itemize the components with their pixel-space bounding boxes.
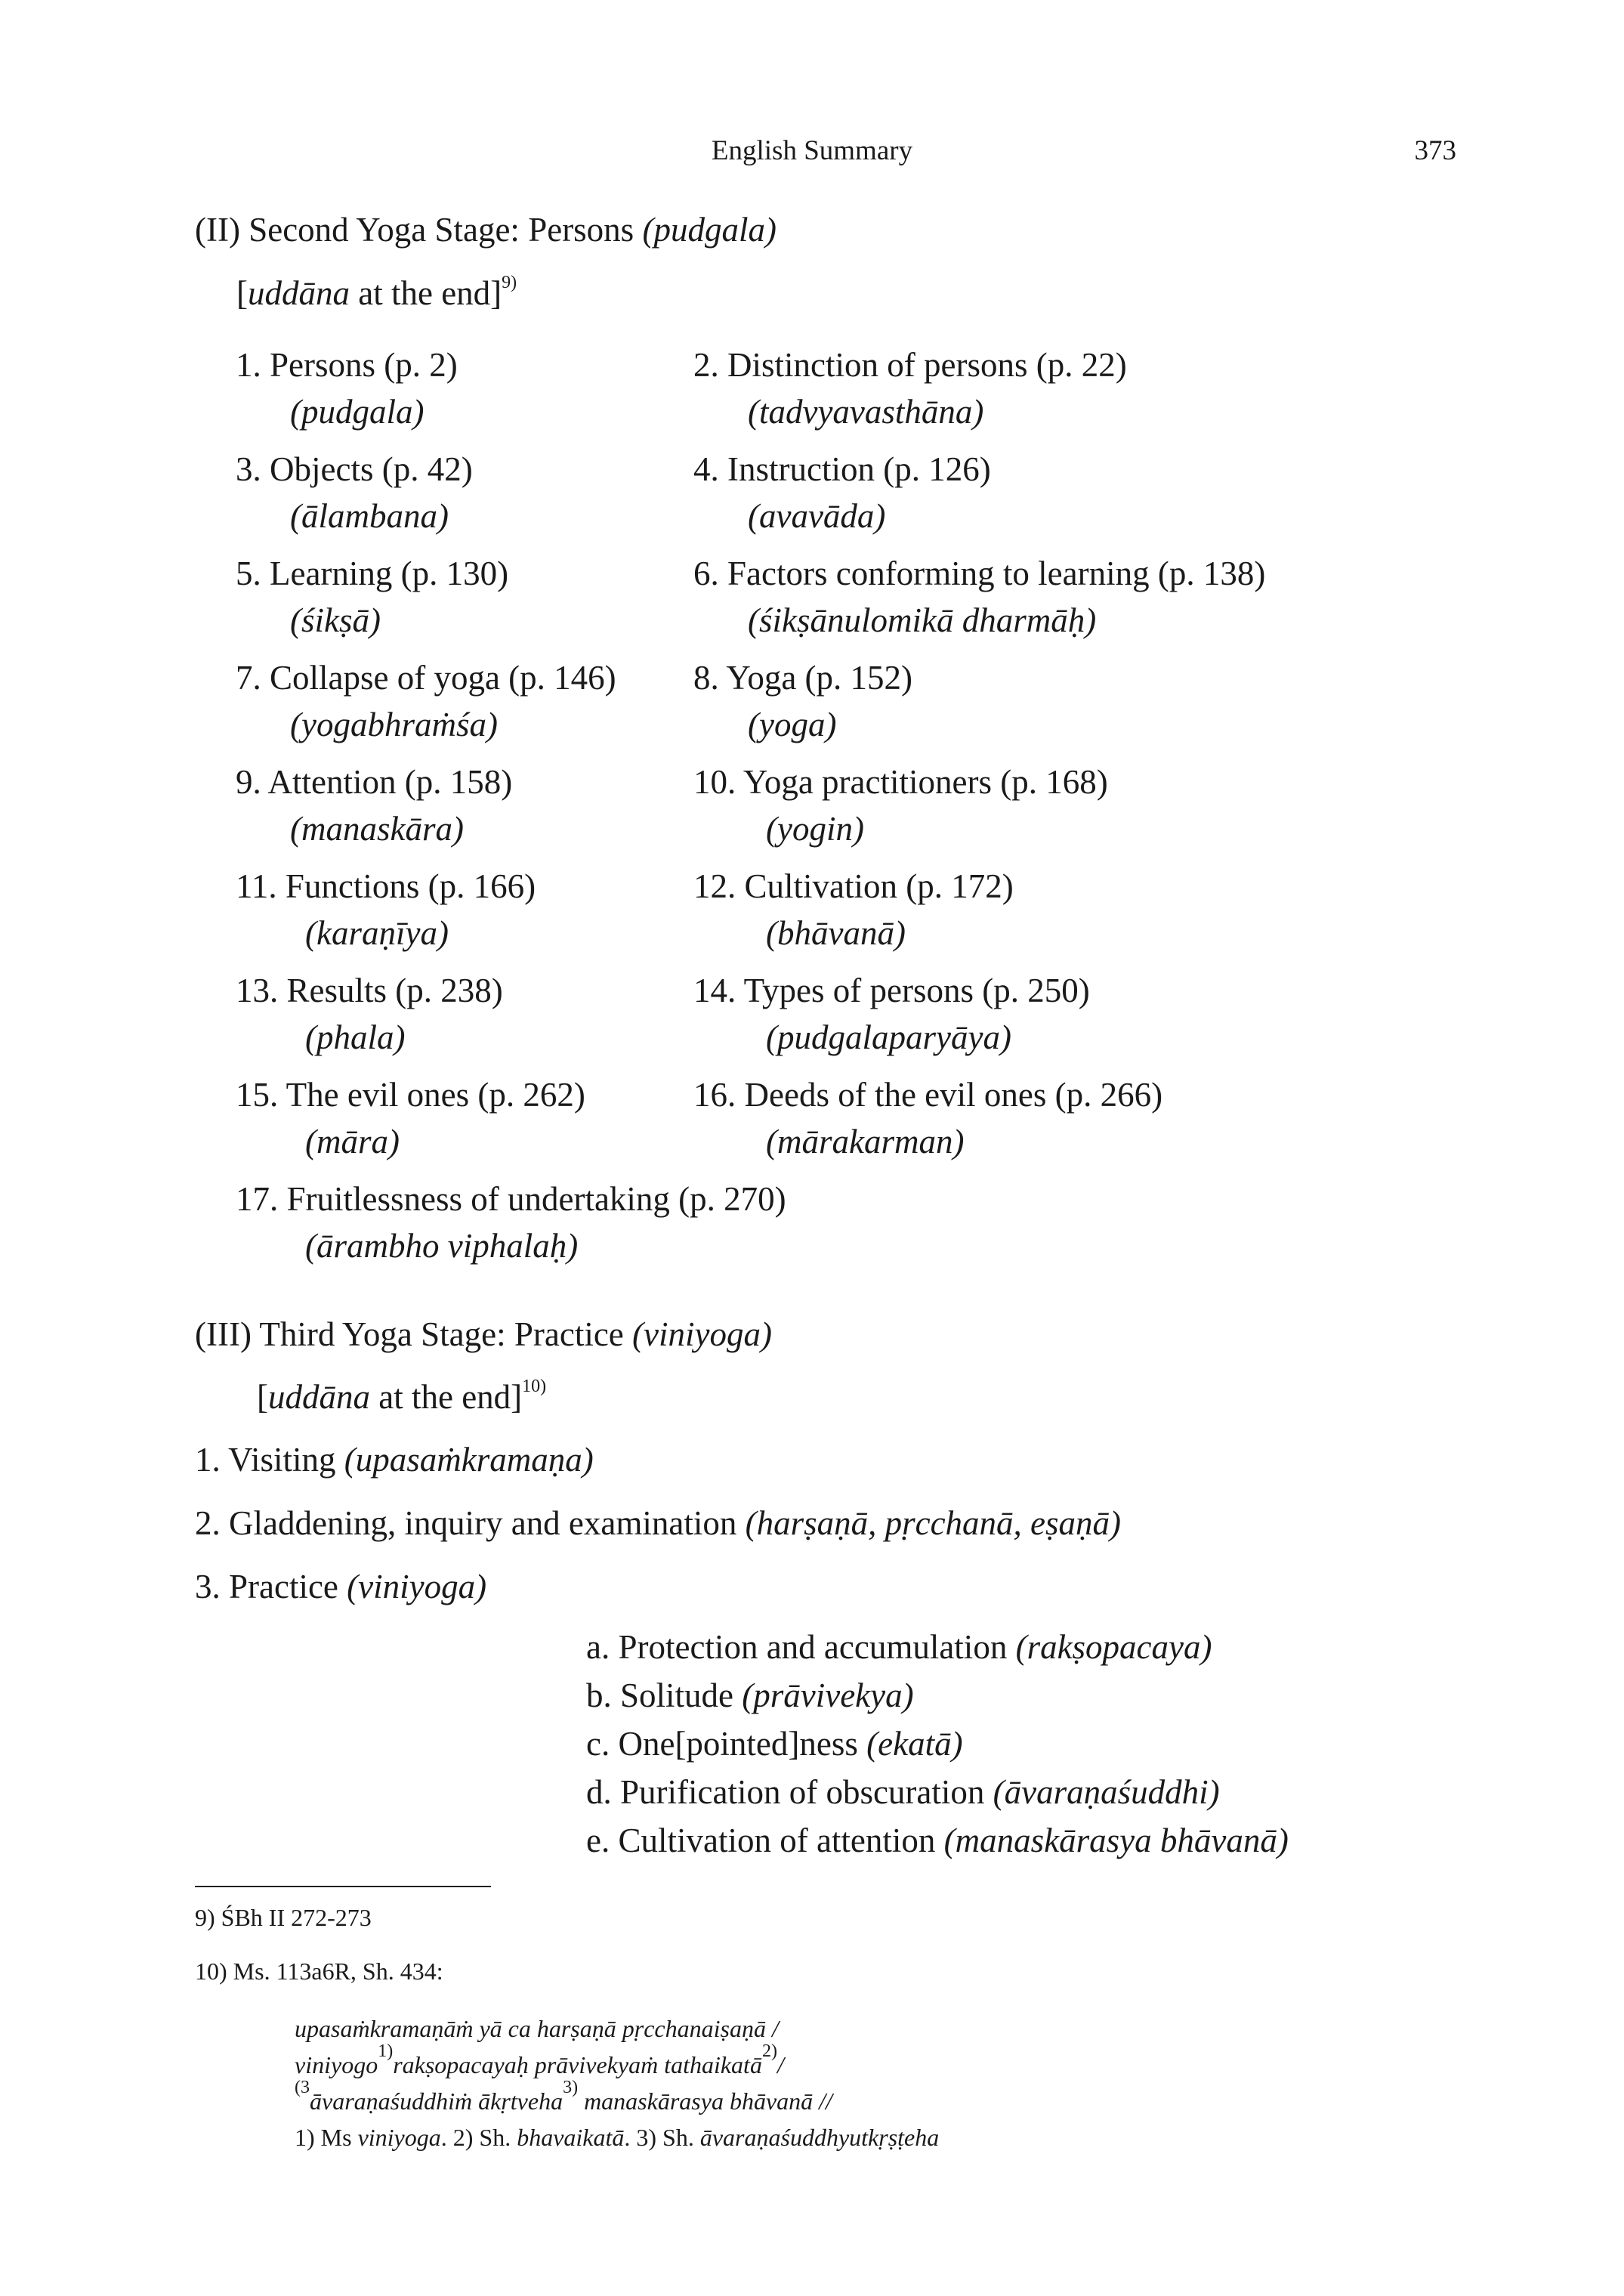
list-item: 1. Visiting (upasaṁkramaṇa) [195,1441,594,1479]
list-item: 1. Persons (p. 2) (pudgala) [236,346,458,431]
page-number: 373 [1414,135,1456,166]
section-term: (viniyoga) [632,1315,772,1353]
section-label: (II) Second Yoga Stage: Persons [195,211,643,249]
footnote-10: 10) Ms. 113a6R, Sh. 434: [195,1958,443,1985]
list-item: 14. Types of persons (p. 250) (pudgalaparyāya) [693,972,1090,1056]
list-item: b. Solitude (prāvivekya) [586,1676,914,1714]
list-item: 4. Instruction (p. 126) (avavāda) [693,450,991,535]
list-item: d. Purification of obscuration (āvaraṇaśuddhi) [586,1773,1220,1811]
footnote-separator [195,1886,491,1887]
list-item: c. One[pointed]ness (ekatā) [586,1725,963,1763]
footnote-ref: 9) [502,273,517,292]
footnote-ref: 10) [522,1377,547,1396]
list-item: 10. Yoga practitioners (p. 168) (yogin) [693,763,1108,848]
footnote-verse [295,2010,939,2155]
footnote-9: 9) ŚBh II 272-273 [195,1904,372,1931]
list-item: 5. Learning (p. 130) (śikṣā) [236,555,509,639]
list-item: 8. Yoga (p. 152) (yoga) [693,659,913,743]
list-item: 7. Collapse of yoga (p. 146) (yogabhraṁśa) [236,659,616,743]
verse-line: upasaṁkramaṇāṁ yā ca harṣaṇā pṛcchanaiṣaṇā / [295,2015,779,2042]
list-item: a. Protection and accumulation (rakṣopacaya) [586,1628,1212,1666]
list-item: 15. The evil ones (p. 262) (māra) [236,1076,585,1160]
verse-line: $^{(3}$āvaraṇaśuddhiṁ ākṛtveha$^{3)}$ manaskārasya bhāvanā // [295,2078,832,2115]
list-item: 12. Cultivation (p. 172) (bhāvanā) [693,867,1014,952]
uddana-note: [uddāna at the end]$^{10)}$ [257,1377,547,1416]
variant-readings: 1) Ms viniyoga. 2) Sh. bhavaikatā. 3) Sh. āvaraṇaśuddhyutkṛṣṭeha [295,2124,940,2151]
section-label: (III) Third Yoga Stage: Practice [195,1315,633,1353]
practice-sublist [586,1627,1289,1869]
list-item: 6. Factors conforming to learning (p. 138) (śikṣānulomikā dharmāḥ) [693,555,1266,639]
section-term: (pudgala) [642,211,776,249]
list-item: e. Cultivation of attention (manaskārasya bhāvanā) [586,1822,1289,1859]
list-item: 9. Attention (p. 158) (manaskāra) [236,763,513,848]
running-header: English Summary [711,135,913,166]
list-item: 11. Functions (p. 166) (karaṇīya) [236,867,536,952]
list-item: 16. Deeds of the evil ones (p. 266) (mārakarman) [693,1076,1163,1160]
uddana-note: [uddāna at the end]$^{9)}$ [236,273,517,312]
list-item: 2. Gladdening, inquiry and examination (harṣaṇā, pṛcchanā, eṣaṇā) [195,1504,1122,1542]
section-heading-third-stage [195,1315,772,1354]
list-item: 13. Results (p. 238) (phala) [236,972,503,1056]
list-item: 2. Distinction of persons (p. 22) (tadvyavasthāna) [693,346,1127,431]
list-item: 17. Fruitlessness of undertaking (p. 270) (ārambho viphalaḥ) [236,1180,786,1265]
section-heading-second-stage [195,210,776,249]
list-item: 3. Objects (p. 42) (ālambana) [236,450,473,535]
list-item: 3. Practice (viniyoga) [195,1568,487,1605]
verse-line: viniyogo$^{1)}$rakṣopacayaḥ prāvivekyaṁ tathaikatā$^{2)}$/ [295,2041,784,2078]
